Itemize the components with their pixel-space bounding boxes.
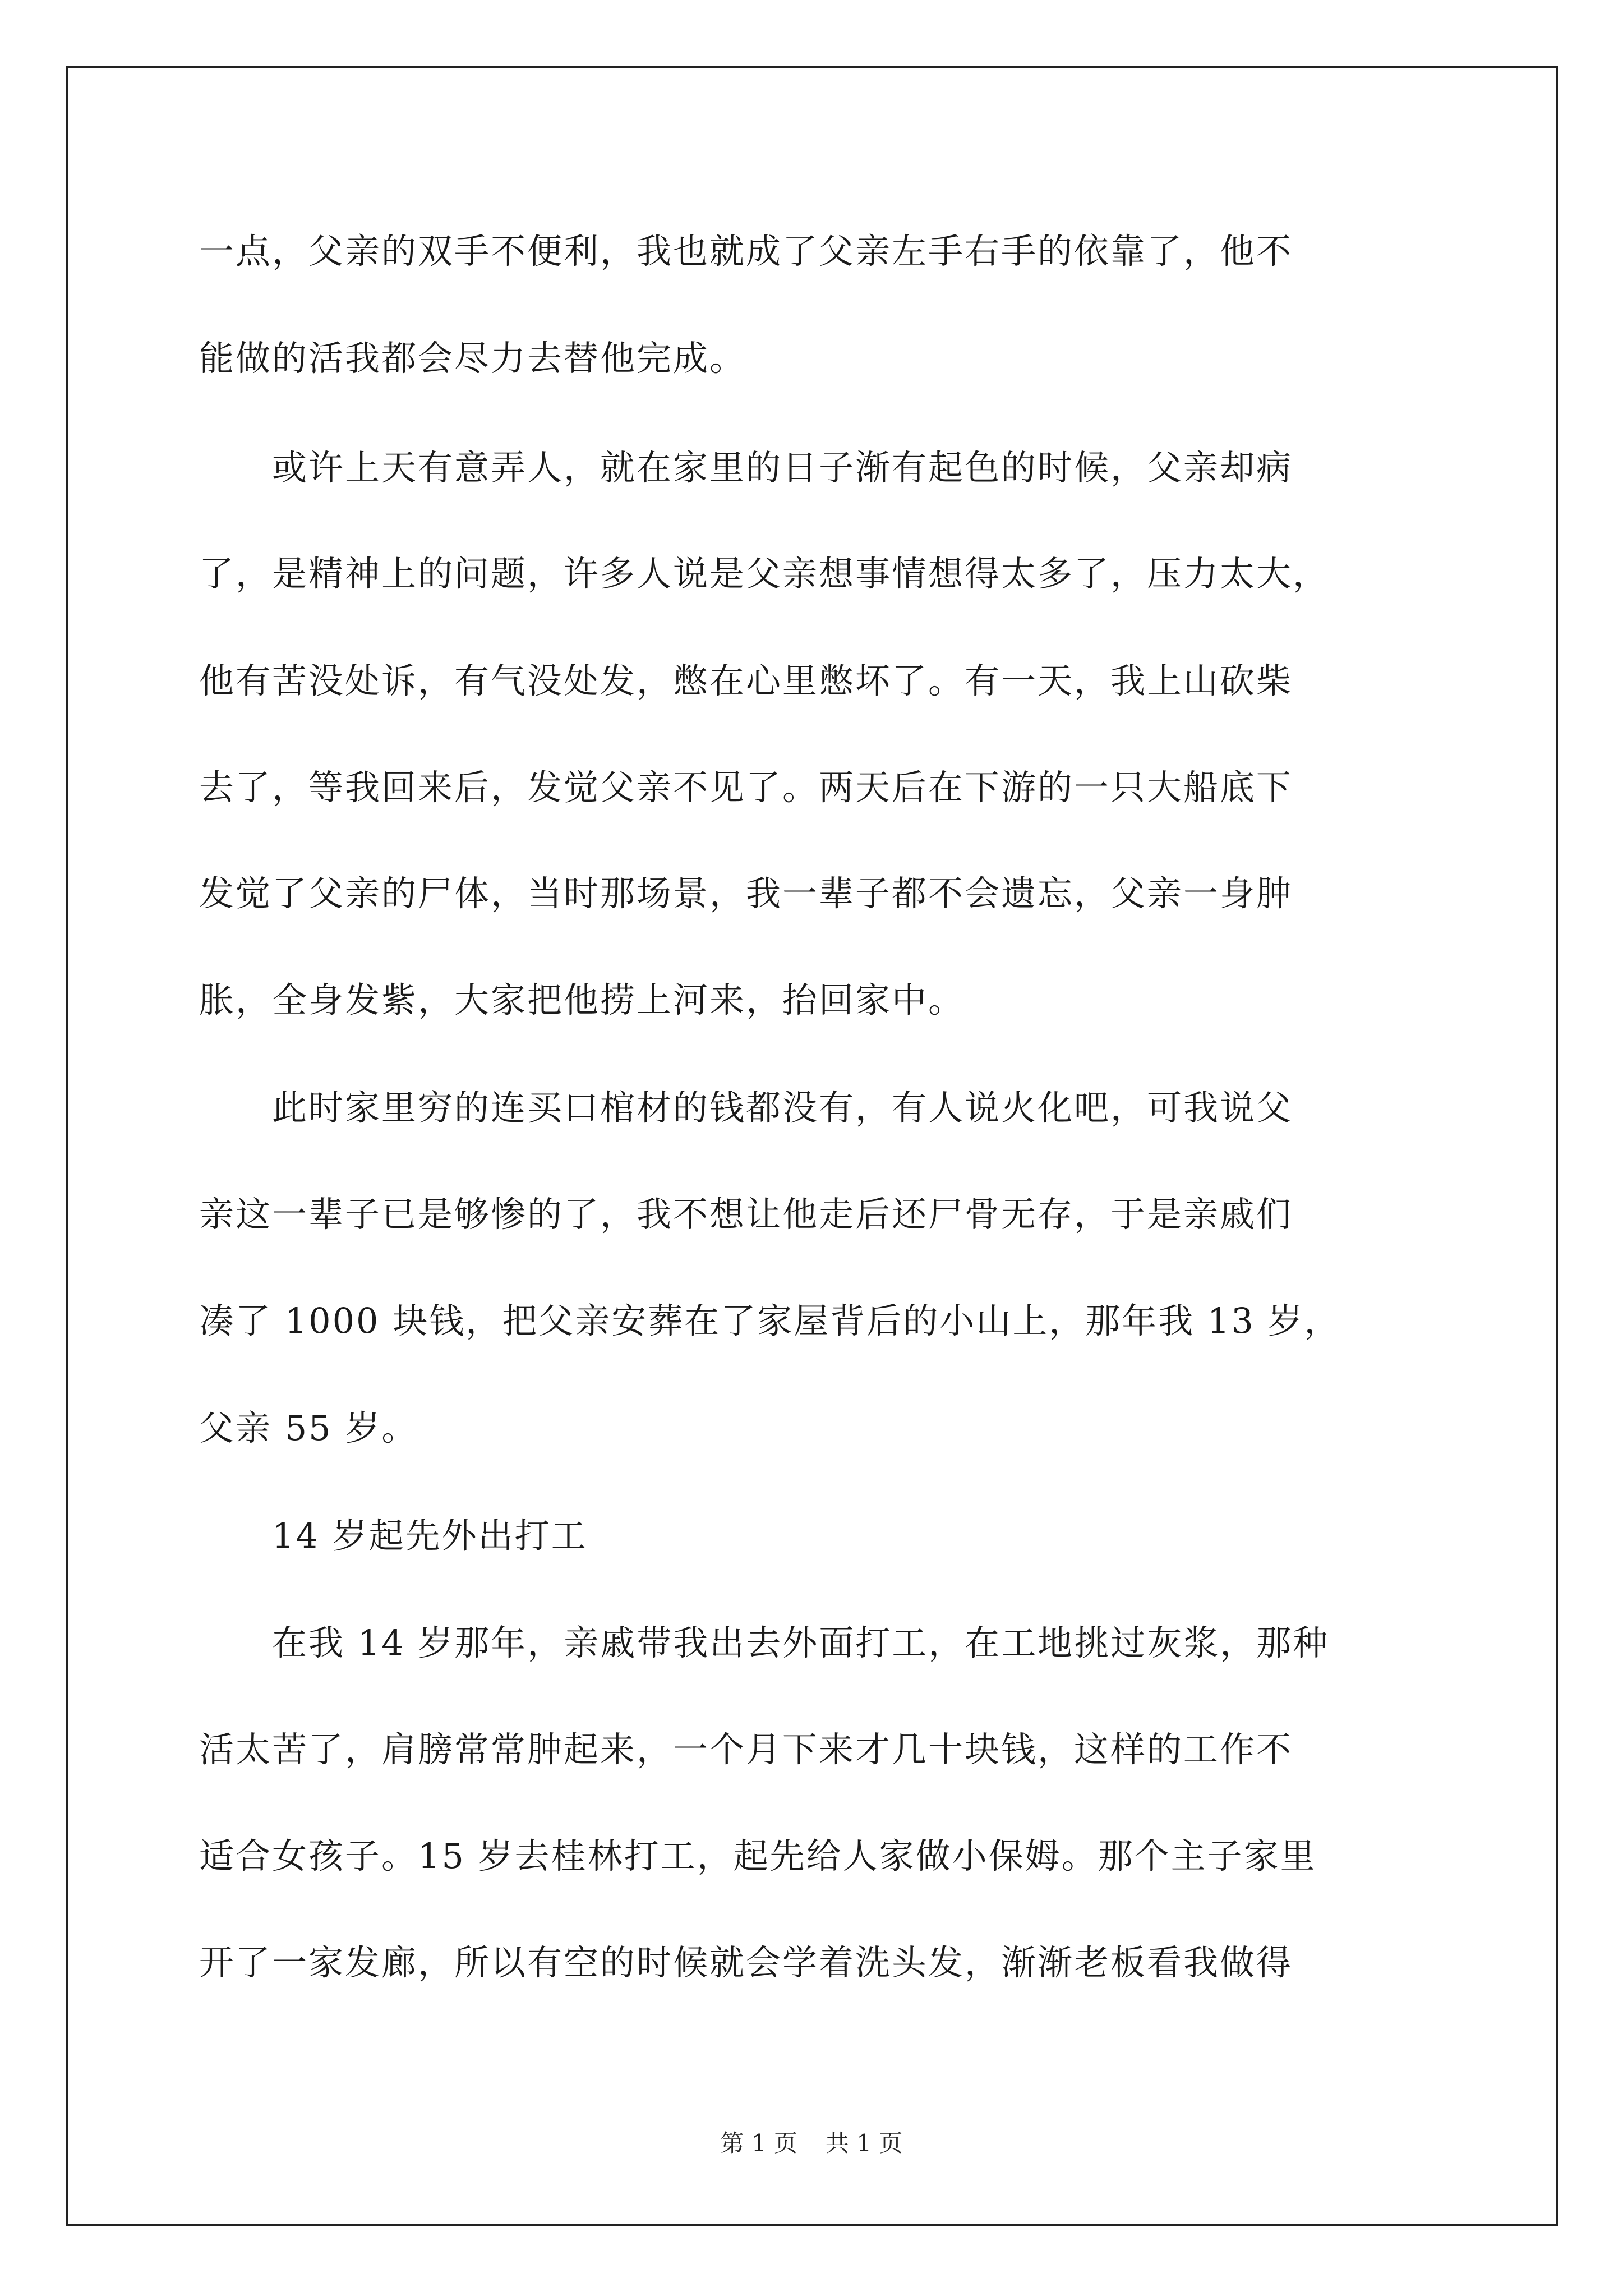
text-line: 活太苦了，肩膀常常肿起来，一个月下来才几十块钱，这样的工作不 (199, 1729, 1293, 1770)
page-footer (0, 2129, 1623, 2157)
text-line: 去了，等我回来后，发觉父亲不见了。两天后在下游的一只大船底下 (199, 767, 1293, 808)
text-line: 胀，全身发紫，大家把他捞上河来，抬回家中。 (199, 979, 965, 1020)
text-line: 适合女孩子。15 岁去桂林打工，起先给人家做小保姆。那个主子家里 (199, 1835, 1317, 1876)
text-line: 亲这一辈子已是够惨的了，我不想让他走后还尸骨无存，于是亲戚们 (199, 1194, 1293, 1235)
text-line: 或许上天有意弄人，就在家里的日子渐有起色的时候，父亲却病 (199, 447, 1293, 488)
text-line: 此时家里穷的连买口棺材的钱都没有，有人说火化吧，可我说父 (199, 1087, 1293, 1128)
section-heading: 14 岁起先外出打工 (199, 1515, 588, 1556)
page-total: 共 1 页 (826, 2129, 903, 2157)
text-line: 在我 14 岁那年，亲戚带我出去外面打工，在工地挑过灰浆，那种 (199, 1622, 1330, 1663)
text-line: 父亲 55 岁。 (199, 1407, 418, 1448)
text-line: 凑了 1000 块钱，把父亲安葬在了家屋背后的小山上，那年我 13 岁， (199, 1300, 1341, 1341)
text-line: 了，是精神上的问题，许多人说是父亲想事情想得太多了，压力太大， (199, 553, 1330, 594)
text-line: 发觉了父亲的尸体，当时那场景，我一辈子都不会遗忘，父亲一身肿 (199, 873, 1293, 914)
text-line: 能做的活我都会尽力去替他完成。 (199, 338, 746, 379)
text-line: 开了一家发廊，所以有空的时候就会学着洗头发，渐渐老板看我做得 (199, 1942, 1293, 1983)
text-line: 一点，父亲的双手不便利，我也就成了父亲左手右手的依靠了，他不 (199, 231, 1293, 272)
page-number: 第 1 页 (720, 2129, 797, 2157)
page-border (66, 66, 1558, 2226)
text-line: 他有苦没处诉，有气没处发，憋在心里憋坏了。有一天，我上山砍柴 (199, 660, 1293, 701)
